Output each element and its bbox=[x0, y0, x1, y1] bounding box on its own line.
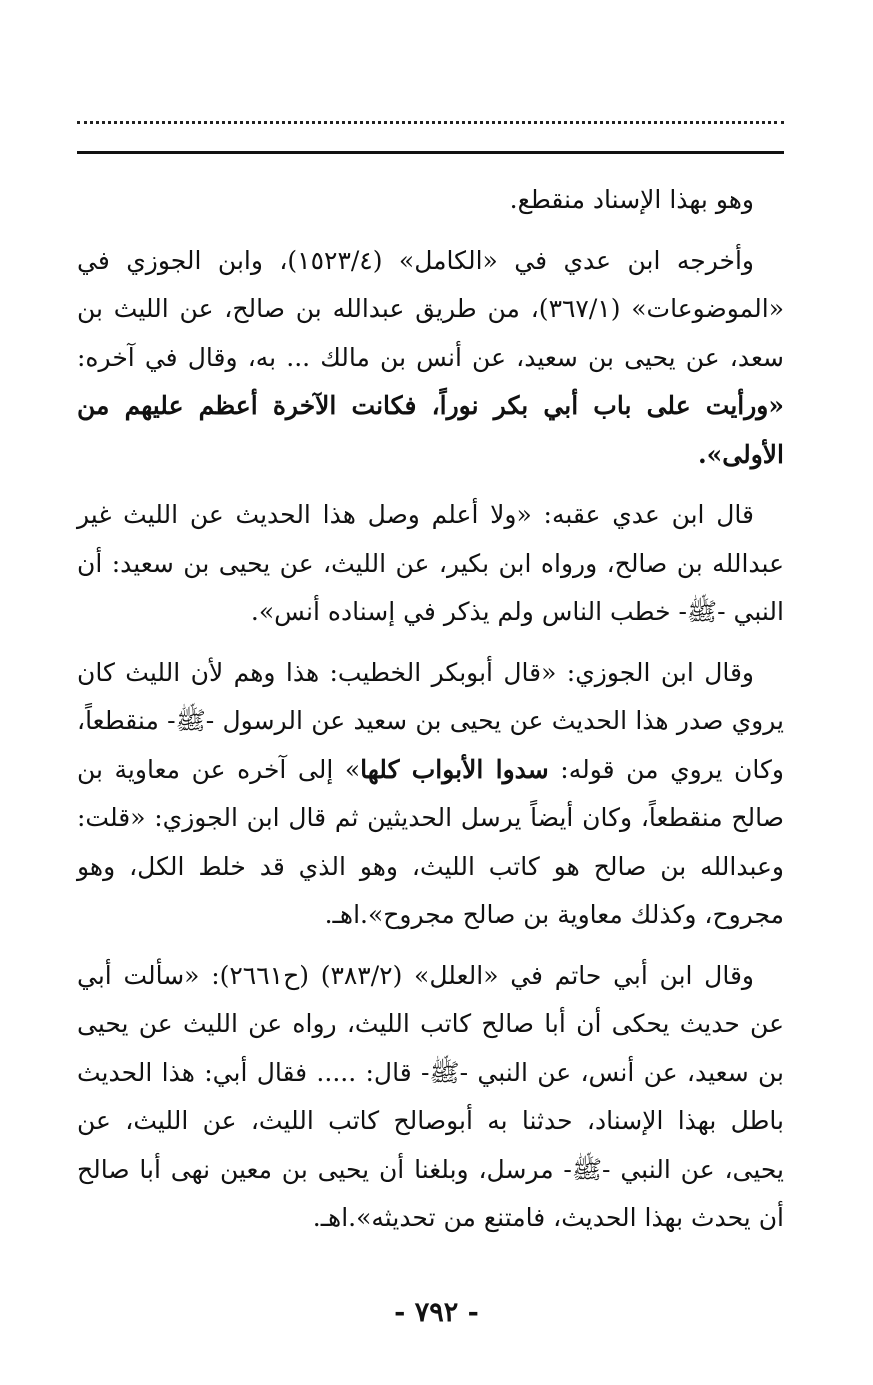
paragraph-1-text: وهو بهذا الإسناد منقطع. bbox=[509, 185, 754, 214]
paragraph-4 bbox=[77, 649, 784, 940]
paragraph-5-text: وقال ابن أبي حاتم في «العلل» (٣٨٣/٢) (ح٢٦٦١): «سألت أبي عن حديث يحكى أن أبا صالح كاتب الليث، رواه عن الليث عن يحيى بن سعيد، عن أنس، عن النبي -ﷺ- قال: ..... فقال أبي: هذا الحديث باطل بهذا الإسناد، حدثنا به أبوصالح كاتب الليث، عن الليث، عن يحيى، عن النبي -ﷺ- مرسل، وبلغنا أن يحيى بن معين نهى أبا صالح أن يحدث بهذا الحديث، فامتنع من تحديثه».اهـ. bbox=[77, 960, 784, 1232]
paragraph-5 bbox=[77, 952, 784, 1243]
paragraph-2-quote: «ورأيت على باب أبي بكر نوراً، فكانت الآخرة أعظم عليهم من الأولى». bbox=[77, 391, 784, 469]
paragraph-4-quote: سدوا الأبواب كلها bbox=[360, 754, 549, 784]
page-number: - ٧٩٢ - bbox=[394, 1297, 479, 1328]
paragraph-1 bbox=[77, 176, 784, 225]
paragraph-4-text-after: » إلى آخره عن معاوية بن صالح منقطعاً، وكان أيضاً يرسل الحديثين ثم قال ابن الجوزي: «قلت: وعبدالله بن صالح هو كاتب الليث، وهو الذي قد خلط الكل، وهو مجروح، وكذلك معاوية بن صالح مجروح».اهـ. bbox=[77, 754, 784, 929]
paragraph-3 bbox=[77, 491, 784, 637]
paragraph-2-text: وأخرجه ابن عدي في «الكامل» (١٥٢٣/٤)، وابن الجوزي في «الموضوعات» (٣٦٧/١)، من طريق عبدالله بن صالح، عن الليث بن سعد، عن يحيى بن سعيد، عن أنس بن مالك ... به، وقال في آخره: bbox=[77, 245, 784, 372]
main-text bbox=[77, 176, 784, 1255]
dotted-separator bbox=[77, 108, 784, 124]
paragraph-4-text-before: وقال ابن الجوزي: «قال أبوبكر الخطيب: هذا وهم لأن الليث كان يروي صدر هذا الحديث عن يحيى بن سعيد عن الرسول -ﷺ- منقطعاً، وكان يروي من قوله: bbox=[77, 657, 784, 784]
horizontal-rule bbox=[77, 151, 784, 154]
paragraph-2 bbox=[77, 237, 784, 480]
paragraph-3-text: قال ابن عدي عقبه: «ولا أعلم وصل هذا الحديث عن الليث غير عبدالله بن صالح، ورواه ابن بكير، عن الليث، عن يحيى بن سعيد: أن النبي -ﷺ- خطب الناس ولم يذكر في إسناده أنس». bbox=[77, 500, 784, 626]
